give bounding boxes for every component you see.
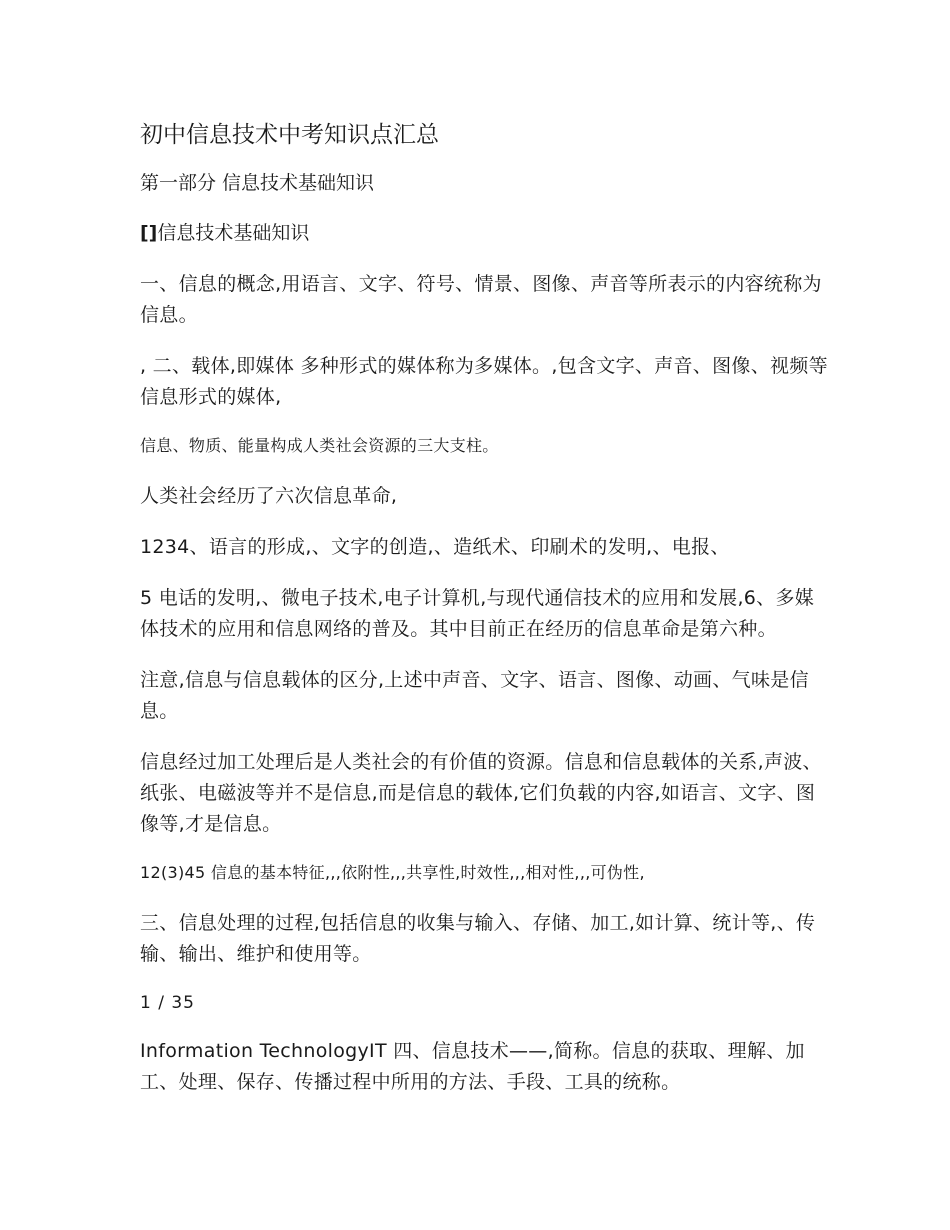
paragraph-revolutions-5-6: 5 电话的发明,、微电子技术,电子计算机,与现代通信技术的应用和发展,6、多媒体技术的应用和信息网络的普及。其中目前正在经历的信息革命是第六种。	[140, 587, 815, 640]
paragraph-revolutions-1-4: 1234、语言的形成,、文字的创造,、造纸术、印刷术的发明,、电报、	[140, 536, 730, 558]
paragraph-three-pillars: 信息、物质、能量构成人类社会资源的三大支柱。	[140, 436, 499, 455]
document-page	[140, 118, 830, 1118]
paragraph-information-technology: Information TechnologyIT 四、信息技术——,简称。信息的获取、理解、加工、处理、保存、传播过程中所用的方法、手段、工具的统称。	[140, 1040, 805, 1093]
subsection-bracket: []	[140, 222, 158, 244]
subsection-heading	[140, 219, 830, 247]
document-title: 初中信息技术中考知识点汇总	[140, 122, 439, 148]
paragraph-six-revolutions: 人类社会经历了六次信息革命,	[140, 485, 398, 507]
paragraph-carrier-media: , 二、载体,即媒体 多种形式的媒体称为多媒体。,包含文字、声音、图像、视频等信息形式的媒体,	[140, 355, 828, 408]
paragraph-information-concept: 一、信息的概念,用语言、文字、符号、情景、图像、声音等所表示的内容统称为信息。	[140, 273, 822, 326]
paragraph-information-carrier-relation: 信息经过加工处理后是人类社会的有价值的资源。信息和信息载体的关系,声波、纸张、电磁波等并不是信息,而是信息的载体,它们负载的内容,如语言、文字、图像等,才是信息。	[140, 751, 822, 835]
subsection-text: 信息技术基础知识	[157, 222, 310, 244]
page-number: 1 / 35	[140, 993, 195, 1013]
paragraph-note-distinction: 注意,信息与信息载体的区分,上述中声音、文字、语言、图像、动画、气味是信息。	[140, 669, 809, 722]
section-heading: 第一部分 信息技术基础知识	[140, 172, 375, 194]
paragraph-basic-features: 12(3)45 信息的基本特征,,,依附性,,,共享性,时效性,,,相对性,,,可伪性,	[140, 863, 645, 882]
paragraph-processing: 三、信息处理的过程,包括信息的收集与输入、存储、加工,如计算、统计等,、传输、输出、维护和使用等。	[140, 912, 816, 965]
